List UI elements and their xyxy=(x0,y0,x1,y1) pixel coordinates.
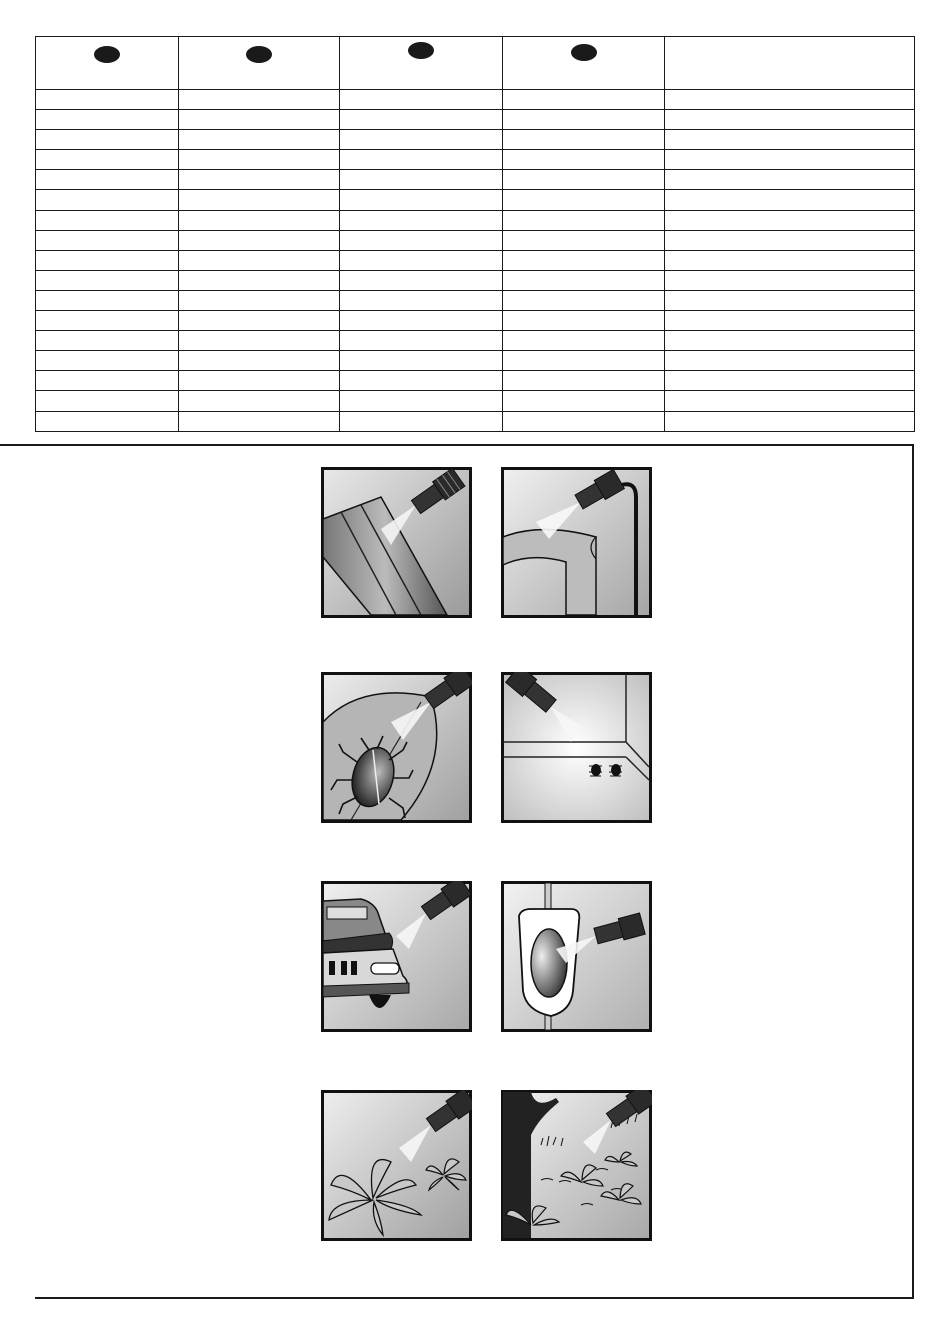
table-cell xyxy=(179,130,340,150)
table-cell xyxy=(36,331,179,351)
table-cell xyxy=(179,351,340,371)
table-body xyxy=(36,90,915,432)
table-row xyxy=(36,391,915,411)
bottom-frame-rule xyxy=(35,1297,914,1299)
table-cell xyxy=(179,210,340,230)
table-cell xyxy=(340,230,503,250)
table-cell xyxy=(503,250,665,270)
spray-beetle-leaf-illustration xyxy=(321,672,472,823)
table-cell xyxy=(665,190,915,210)
table-cell xyxy=(340,130,503,150)
table-cell xyxy=(503,311,665,331)
table-cell xyxy=(665,331,915,351)
table-cell xyxy=(503,190,665,210)
table-row xyxy=(36,90,915,110)
table-row xyxy=(36,411,915,431)
table-cell xyxy=(179,110,340,130)
spray-insects-room-corner-illustration xyxy=(501,672,652,823)
table-cell xyxy=(179,391,340,411)
table-cell xyxy=(36,351,179,371)
table-cell xyxy=(340,210,503,230)
table-cell xyxy=(36,371,179,391)
table-cell xyxy=(665,351,915,371)
table-cell xyxy=(665,371,915,391)
table-cell xyxy=(36,311,179,331)
table-cell xyxy=(503,210,665,230)
table-cell xyxy=(179,150,340,170)
table-header-row xyxy=(36,37,915,90)
table-row xyxy=(36,270,915,290)
spray-window-shutters-illustration xyxy=(321,467,472,618)
table-cell xyxy=(665,290,915,310)
table-row xyxy=(36,170,915,190)
table-cell xyxy=(340,290,503,310)
right-frame-rule xyxy=(912,444,914,1299)
table-row xyxy=(36,110,915,130)
spray-toilet-bowl-illustration xyxy=(501,881,652,1032)
table-cell xyxy=(36,411,179,431)
table-row xyxy=(36,311,915,331)
table-cell xyxy=(179,170,340,190)
language-badge-icon xyxy=(408,42,434,59)
table-cell xyxy=(665,170,915,190)
table-cell xyxy=(179,250,340,270)
table-cell xyxy=(36,250,179,270)
table-cell xyxy=(665,270,915,290)
table-cell xyxy=(36,190,179,210)
table-cell xyxy=(340,351,503,371)
table-cell xyxy=(503,351,665,371)
table-cell xyxy=(179,331,340,351)
table-cell xyxy=(665,230,915,250)
table-cell xyxy=(665,210,915,230)
table-cell xyxy=(665,250,915,270)
table-cell xyxy=(503,270,665,290)
table-cell xyxy=(179,190,340,210)
table-cell xyxy=(179,270,340,290)
language-badge-icon xyxy=(571,44,597,61)
table-cell xyxy=(340,411,503,431)
language-badge-icon xyxy=(94,46,120,63)
table-cell xyxy=(340,371,503,391)
table-bottom-rule xyxy=(0,444,914,446)
table-cell xyxy=(340,90,503,110)
table-cell xyxy=(36,150,179,170)
table-row xyxy=(36,210,915,230)
table-row xyxy=(36,331,915,351)
table-row xyxy=(36,250,915,270)
table-cell xyxy=(36,170,179,190)
table-cell xyxy=(340,150,503,170)
table-row xyxy=(36,130,915,150)
table-cell xyxy=(340,170,503,190)
table-cell xyxy=(340,110,503,130)
table-cell xyxy=(503,331,665,351)
table-cell xyxy=(36,270,179,290)
table-cell xyxy=(36,391,179,411)
header-cell-4 xyxy=(503,37,665,90)
table-cell xyxy=(665,110,915,130)
table-cell xyxy=(665,150,915,170)
table-cell xyxy=(36,210,179,230)
spray-tree-plants-illustration xyxy=(501,1090,652,1241)
spray-car-engine-illustration xyxy=(321,881,472,1032)
header-cell-5 xyxy=(665,37,915,90)
table-cell xyxy=(179,371,340,391)
table-cell xyxy=(665,411,915,431)
spec-table xyxy=(35,36,915,432)
table-cell xyxy=(503,371,665,391)
table-cell xyxy=(340,190,503,210)
table-cell xyxy=(36,90,179,110)
table-row xyxy=(36,150,915,170)
table-cell xyxy=(340,331,503,351)
header-cell-1 xyxy=(36,37,179,90)
table-cell xyxy=(503,290,665,310)
table-row xyxy=(36,230,915,250)
table-cell xyxy=(340,311,503,331)
table-cell xyxy=(36,110,179,130)
table-row xyxy=(36,371,915,391)
table-cell xyxy=(665,391,915,411)
table-cell xyxy=(340,391,503,411)
table-cell xyxy=(179,411,340,431)
table-cell xyxy=(503,130,665,150)
table-cell xyxy=(340,250,503,270)
table-cell xyxy=(503,411,665,431)
table-cell xyxy=(179,290,340,310)
language-badge-icon xyxy=(246,46,272,63)
table-cell xyxy=(503,391,665,411)
header-cell-3 xyxy=(340,37,503,90)
table-cell xyxy=(179,311,340,331)
table-cell xyxy=(503,110,665,130)
table-cell xyxy=(179,230,340,250)
table-row xyxy=(36,190,915,210)
table-cell xyxy=(665,90,915,110)
table-cell xyxy=(503,170,665,190)
table-row xyxy=(36,351,915,371)
table-cell xyxy=(179,90,340,110)
table-cell xyxy=(665,311,915,331)
header-cell-2 xyxy=(179,37,340,90)
table-cell xyxy=(503,150,665,170)
table-cell xyxy=(36,290,179,310)
table-cell xyxy=(503,90,665,110)
spray-curtains-illustration xyxy=(501,467,652,618)
table-cell xyxy=(503,230,665,250)
table-cell xyxy=(36,130,179,150)
spray-garden-plants-illustration xyxy=(321,1090,472,1241)
table-cell xyxy=(340,270,503,290)
table-cell xyxy=(665,130,915,150)
table-cell xyxy=(36,230,179,250)
table-row xyxy=(36,290,915,310)
